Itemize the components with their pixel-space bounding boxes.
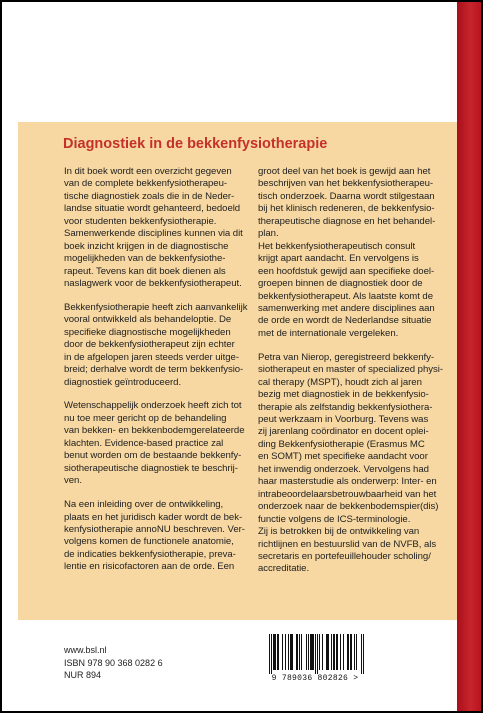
barcode-bar (326, 634, 327, 670)
barcode-bar (327, 634, 328, 670)
barcode-bar (317, 634, 318, 674)
barcode-bar (333, 634, 334, 670)
barcode-bar (312, 634, 313, 670)
barcode-bar (343, 634, 344, 670)
barcode-bar (334, 634, 335, 670)
paragraph: groot deel van het boek is gewijd aan het beschrijven van het bekkenfysiotherapeu- tisch onderzoek. Daarna wordt stilgestaan bij het klinisch redeneren, de bekkenfysio- therapeutische diagnose en het behandel- plan. Het bekkenfysiotherapeutisch consult krijgt apart aandacht. En vervolgens is een hoofdstuk gewijd aan specifieke doel- groepen binnen de diagnostiek door de bekkenfysiotherapeut. Als laatste komt de samenwerking met andere disciplines aan de orde en wordt de Nederlandse situatie met de internationale vergeleken. (258, 166, 436, 339)
barcode-bar (336, 634, 337, 670)
barcode-bar (354, 634, 355, 670)
barcode-bar (296, 634, 297, 670)
barcode-bar (285, 634, 286, 670)
barcode-bar (299, 634, 300, 670)
barcode (257, 630, 373, 684)
barcode-bar (273, 634, 274, 670)
paragraph: Na een inleiding over de ontwikkeling, plaats en het juridisch kader wordt de bek- kenfysiotherapie annoNU beschreven. Ver- volgens komen de functionele anatomie, de indicaties bekkenfysiotherapie, preva- lentie en risicofactoren aan de orde. Een (64, 499, 245, 573)
author-bio: Petra van Nierop, geregistreerd bekkenfy- siotherapeut en master of specialized physi- cal therapy (MSPT), houdt zich al jaren bezig met diagnostiek in de bekkenfysio- therapie als zelfstandig bekkenfysiothera- peut werkzaam in Voorburg. Tevens was zij jarenlang coördinator en docent oplei- ding Bekkenfysiotherapie (Erasmus MC en SOMT) met specifieke aandacht voor het inwendig onderzoek. Vervolgens had haar masterstudie als onderwerp: Inter- en intrabeoordelaarsbetrouwbaarheid van het onderzoek naar de bekkenbodemspier(dis) functie volgens de ICS-terminologie. Zij is betrokken bij de ontwikkeling van richtlijnen en bestuurslid van de NVFB, als secretaris en portefeuillehouder scholing/ accreditatie. (258, 351, 443, 575)
barcode-bar (311, 634, 312, 670)
barcode-bar (363, 634, 364, 674)
book-title: Diagnostiek in de bekkenfysiotherapie (63, 136, 328, 152)
barcode-bar (337, 634, 338, 670)
paragraph: Bekkenfysiotherapie heeft zich aanvankelijk vooral ontwikkeld als behandeloptie. De specifieke diagnostische mogelijkheden door de bekkenfysiotherapeut zijn echter in de afgelopen jaren steeds verder uitge- breid; derhalve wordt de term bekkenfysio- diagnostiek geïntroduceerd. (64, 301, 248, 388)
barcode-bar (310, 634, 311, 670)
barcode-bar (308, 634, 309, 670)
red-spine-strip (457, 2, 481, 711)
barcode-bar (356, 634, 357, 670)
barcode-bar (274, 634, 275, 670)
left-text-column (64, 166, 249, 585)
barcode-bar (290, 634, 291, 670)
nur-code: NUR 894 (64, 670, 102, 681)
barcode-bar (292, 634, 293, 670)
isbn-number: ISBN 978 90 368 0282 6 (64, 657, 163, 668)
barcode-bar (306, 634, 307, 670)
publisher-info (64, 644, 163, 682)
barcode-bar (313, 634, 314, 670)
barcode-bar (340, 634, 341, 670)
barcode-bar (288, 634, 289, 670)
barcode-bar (301, 634, 302, 670)
paragraph: In dit boek wordt een overzicht gegeven van de complete bekkenfysiotherapeu- tische diagnostiek zoals die in de Neder- landse situatie wordt gehanteerd, bedoeld voor studenten bekkenfysiotherapie. Samenwerkende disciplines kunnen via dit boek inzicht krijgen in de diagnostische mogelijkheden van de bekkenfysiothe- rapeut. Tevens kan dit boek dienen als naslagwerk voor de bekkenfysiotherapeut. (64, 166, 243, 290)
book-back-cover (2, 2, 481, 711)
barcode-bars (257, 630, 373, 674)
publisher-url: www.bsl.nl (64, 645, 107, 655)
barcode-bar (277, 634, 278, 670)
barcode-bar (331, 634, 332, 670)
right-text-column (258, 166, 454, 587)
barcode-bar (361, 634, 362, 674)
barcode-bar (322, 634, 323, 670)
barcode-bar (328, 634, 329, 670)
barcode-bar (315, 634, 316, 674)
barcode-bar (282, 634, 283, 670)
barcode-bar (271, 634, 272, 674)
barcode-bar (350, 634, 351, 670)
barcode-bar (348, 634, 349, 670)
barcode-bar (291, 634, 292, 670)
paragraph: Wetenschappelijk onderzoek heeft zich tot nu toe meer gericht op de behandeling van bekken- en bekkenbodemgerelateerde klachten. Evidence-based practice zal benut worden om de bestaande bekkenfy- siotherapeutische diagnostiek te beschrij- ven. (64, 400, 245, 487)
barcode-digits: 9 789036 802826 > (271, 674, 359, 683)
barcode-bar (269, 634, 270, 674)
barcode-bar (297, 634, 298, 670)
barcode-bar (275, 634, 276, 670)
barcode-bar (351, 634, 352, 670)
barcode-bar (319, 634, 320, 670)
barcode-bar (278, 634, 279, 670)
barcode-bar (347, 634, 348, 670)
